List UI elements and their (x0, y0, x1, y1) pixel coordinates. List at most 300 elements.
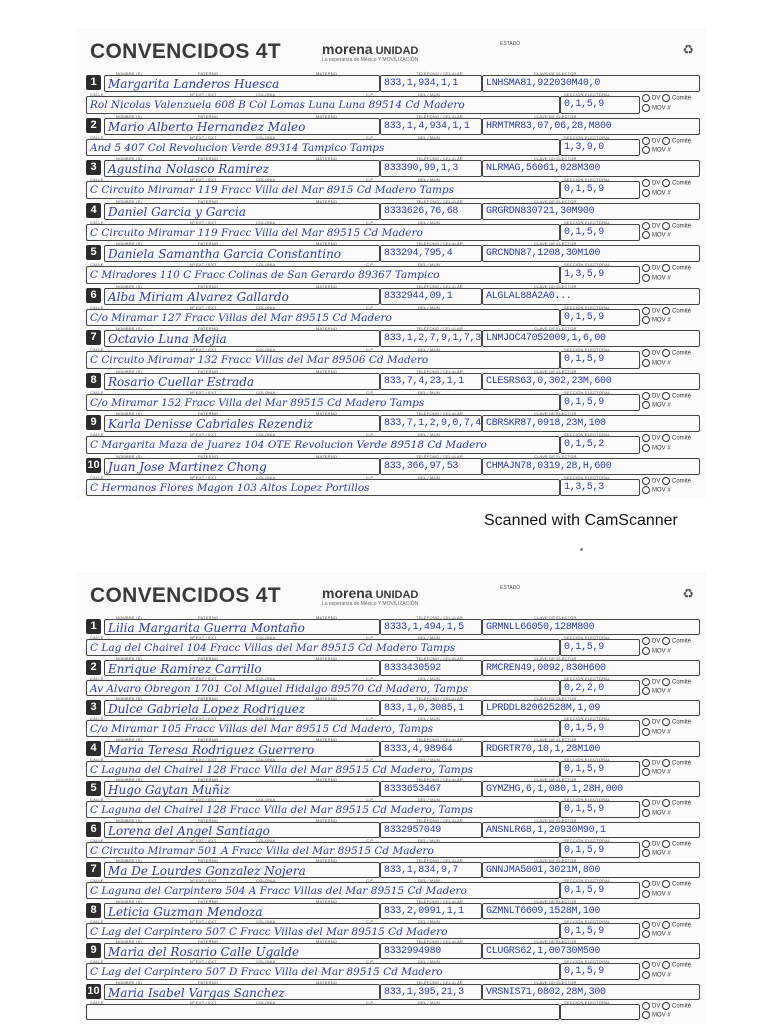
label-delmun: DEL / MUN (418, 878, 440, 884)
label-cp: C.P. (366, 999, 375, 1005)
clave-field[interactable] (482, 118, 700, 135)
label-calle: CALLE (90, 219, 104, 225)
comite-checkbox[interactable] (662, 840, 670, 848)
clave-field[interactable] (482, 245, 700, 262)
clave-field[interactable] (482, 741, 700, 757)
comite-checkbox[interactable] (662, 678, 670, 686)
label-cp: C.P. (366, 219, 375, 225)
clave-field[interactable] (482, 203, 700, 220)
dv-comite-options (642, 137, 700, 156)
mov-checkbox[interactable] (642, 104, 650, 112)
seccion-field[interactable] (560, 923, 640, 939)
clave-value: GRGRDN830721,30M900 (486, 205, 595, 217)
comite-label: Comité (672, 478, 692, 485)
phone-field[interactable] (380, 288, 482, 305)
mov-checkbox[interactable] (642, 1011, 650, 1019)
clave-field[interactable] (482, 415, 700, 432)
phone-field[interactable] (380, 415, 482, 432)
label-calle: CALLE (90, 134, 104, 140)
phone-field[interactable] (380, 984, 482, 1000)
seccion-field[interactable] (560, 224, 640, 241)
label-calle: CALLE (90, 262, 104, 268)
dv-checkbox[interactable] (642, 264, 650, 272)
entry-name-line (86, 819, 700, 839)
name-field[interactable] (104, 741, 380, 757)
form-entry (86, 455, 700, 498)
address-field[interactable] (86, 1004, 560, 1020)
comite-checkbox[interactable] (662, 759, 670, 767)
mov-checkbox[interactable] (642, 274, 650, 282)
label-materno: MATERNO (316, 113, 338, 119)
entry-address-line (86, 758, 700, 778)
dv-comite-options (642, 880, 700, 899)
dv-checkbox[interactable] (642, 179, 650, 187)
label-nombre: NOMBRE (S) (116, 696, 142, 701)
dv-checkbox[interactable] (642, 477, 650, 485)
mov-checkbox[interactable] (642, 444, 650, 452)
comite-checkbox[interactable] (662, 94, 670, 102)
comite-checkbox[interactable] (662, 799, 670, 807)
clave-value: GRMNLL66050,128M800 (486, 622, 595, 633)
label-telefono: TELÉFONO / CELULAR (416, 156, 463, 161)
phone-value: 833,7,1,2,9,0,7,4 (384, 418, 481, 429)
phone-field[interactable] (380, 330, 482, 347)
mov-checkbox[interactable] (642, 189, 650, 197)
comite-checkbox[interactable] (662, 137, 670, 145)
mov-checkbox[interactable] (642, 687, 650, 695)
dv-comite-options (642, 434, 700, 453)
estado-label: ESTADO (500, 41, 521, 47)
mov-checkbox[interactable] (642, 809, 650, 817)
address-field[interactable] (86, 923, 560, 939)
clave-field[interactable] (482, 984, 700, 1000)
mov-checkbox[interactable] (642, 971, 650, 979)
entry-name-line (86, 778, 700, 798)
seccion-field[interactable] (560, 181, 640, 198)
dv-label: DV (652, 308, 661, 315)
dv-checkbox[interactable] (642, 718, 650, 726)
comite-label: Comité (672, 435, 692, 442)
address-field[interactable] (86, 479, 560, 496)
phone-value: 8332957049 (384, 824, 442, 836)
label-paterno: PATERNO (198, 858, 219, 863)
label-seccion: SECCIÓN ELECTORAL (564, 262, 611, 268)
address-field[interactable] (86, 351, 560, 368)
comite-checkbox[interactable] (662, 222, 670, 230)
address-field[interactable] (86, 394, 560, 411)
name-field[interactable] (104, 943, 380, 959)
logo-unity: UNIDAD (375, 45, 419, 57)
label-materno: MATERNO (316, 979, 338, 985)
form-entry (86, 697, 700, 738)
clave-field[interactable] (482, 822, 700, 838)
label-next: Nº EXT / EXT (190, 474, 217, 480)
label-cp: C.P. (366, 959, 375, 965)
name-value: Maria del Rosario Calle Ugalde (108, 945, 300, 959)
dv-checkbox[interactable] (642, 222, 650, 230)
form-entry (86, 412, 700, 455)
phone-field[interactable] (380, 203, 482, 220)
entry-number: 8 (86, 373, 101, 388)
label-seccion: SECCIÓN ELECTORAL (564, 675, 611, 681)
comite-checkbox[interactable] (662, 921, 670, 929)
label-delmun: DEL / MUN (418, 134, 440, 140)
seccion-field[interactable] (560, 436, 640, 453)
dv-checkbox[interactable] (642, 921, 650, 929)
phone-field[interactable] (380, 741, 482, 757)
label-delmun: DEL / MUN (418, 959, 440, 965)
address-field[interactable] (86, 761, 560, 777)
phone-value: 833,1,4,934,1,1 (384, 120, 470, 132)
address-field[interactable] (86, 882, 560, 898)
comite-checkbox[interactable] (662, 392, 670, 400)
dv-checkbox[interactable] (642, 392, 650, 400)
comite-checkbox[interactable] (662, 1002, 670, 1010)
label-paterno: PATERNO (198, 655, 219, 661)
label-seccion: SECCIÓN ELECTORAL (564, 918, 611, 924)
phone-field[interactable] (380, 160, 482, 177)
label-materno: MATERNO (316, 696, 338, 701)
address-value: C Laguna del Chairel 128 Fracc Villa del Mar 89515 Cd Madero, Tamps (90, 804, 473, 817)
dv-label: DV (652, 478, 661, 485)
address-field[interactable] (86, 680, 560, 696)
label-next: Nº EXT / EXT (190, 177, 217, 183)
dv-label: DV (652, 962, 661, 969)
dv-checkbox[interactable] (642, 880, 650, 888)
label-delmun: DEL / MUN (418, 347, 440, 353)
dv-checkbox[interactable] (642, 799, 650, 807)
phone-field[interactable] (380, 700, 482, 716)
mov-checkbox[interactable] (642, 768, 650, 776)
name-field[interactable] (104, 373, 380, 390)
label-delmun: DEL / MUN (418, 474, 440, 480)
address-field[interactable] (86, 639, 560, 655)
seccion-field[interactable] (560, 479, 640, 496)
clave-field[interactable] (482, 700, 700, 716)
phone-field[interactable] (380, 822, 482, 838)
comite-checkbox[interactable] (662, 961, 670, 969)
label-calle: CALLE (90, 675, 104, 681)
address-value: C/o Miramar 152 Fracc Villa del Mar 89515 Cd Madero Tamps (90, 396, 425, 409)
mov-checkbox[interactable] (642, 890, 650, 898)
name-field[interactable] (104, 619, 380, 635)
label-materno: MATERNO (316, 326, 338, 331)
dv-label: DV (652, 881, 661, 888)
label-materno: MATERNO (316, 241, 338, 246)
address-field[interactable] (86, 309, 560, 326)
clave-field[interactable] (482, 75, 700, 92)
mov-checkbox[interactable] (642, 930, 650, 938)
name-field[interactable] (104, 781, 380, 797)
mov-label: MOV # (652, 232, 671, 239)
name-field[interactable] (104, 245, 380, 262)
label-materno: MATERNO (316, 898, 338, 904)
form-entry (86, 327, 700, 370)
name-value: Agustina Nolasco Ramirez (108, 162, 270, 176)
comite-checkbox[interactable] (662, 179, 670, 187)
label-telefono: TELÉFONO / CELULAR (416, 241, 463, 246)
seccion-field[interactable] (560, 1004, 640, 1020)
label-cp: C.P. (366, 918, 375, 924)
seccion-field[interactable] (560, 801, 640, 817)
dv-checkbox[interactable] (642, 307, 650, 315)
seccion-field[interactable] (560, 720, 640, 736)
dv-comite-options (642, 718, 700, 737)
phone-value: 833,1,934,1,1 (384, 78, 459, 89)
label-materno: MATERNO (316, 411, 338, 416)
comite-checkbox[interactable] (662, 637, 670, 645)
estado-label: ESTADO (500, 585, 521, 591)
form-entry (86, 157, 700, 200)
name-field[interactable] (104, 330, 380, 347)
label-delmun: DEL / MUN (418, 219, 440, 225)
form-entry (86, 981, 700, 1022)
label-seccion: SECCIÓN ELECTORAL (564, 797, 611, 803)
dv-checkbox[interactable] (642, 137, 650, 145)
label-paterno: PATERNO (198, 979, 219, 985)
label-calle: CALLE (90, 92, 104, 98)
dv-checkbox[interactable] (642, 94, 650, 102)
name-field[interactable] (104, 822, 380, 838)
label-seccion: SECCIÓN ELECTORAL (564, 432, 611, 438)
comite-checkbox[interactable] (662, 264, 670, 272)
seccion-field[interactable] (560, 139, 640, 156)
clave-field[interactable] (482, 781, 700, 797)
address-field[interactable] (86, 224, 560, 241)
dv-checkbox[interactable] (642, 759, 650, 767)
entry-address-line (86, 798, 700, 818)
scan-speck (580, 548, 583, 551)
mov-label: MOV # (652, 402, 671, 409)
label-colonia: COLONIA (256, 918, 276, 924)
seccion-field[interactable] (560, 266, 640, 283)
mov-checkbox[interactable] (642, 231, 650, 239)
mov-label: MOV # (652, 317, 671, 324)
label-nombre: NOMBRE (S) (116, 156, 142, 161)
comite-checkbox[interactable] (662, 434, 670, 442)
label-next: Nº EXT / EXT (190, 134, 217, 140)
form-entry (86, 819, 700, 860)
dv-checkbox[interactable] (642, 840, 650, 848)
seccion-field[interactable] (560, 761, 640, 777)
label-cp: C.P. (366, 304, 375, 310)
clave-field[interactable] (482, 862, 700, 878)
address-field[interactable] (86, 139, 560, 156)
phone-value: 833294,795,4 (384, 248, 453, 259)
seccion-field[interactable] (560, 351, 640, 368)
name-field[interactable] (104, 415, 380, 432)
clave-value: HRMTMR83,07,06,28,M800 (486, 120, 612, 132)
phone-field[interactable] (380, 75, 482, 92)
seccion-field[interactable] (560, 394, 640, 411)
form-sheet-2 (76, 572, 706, 1024)
seccion-field[interactable] (560, 309, 640, 326)
dv-checkbox[interactable] (642, 434, 650, 442)
label-nombre: NOMBRE (S) (116, 71, 142, 76)
clave-field[interactable] (482, 288, 700, 305)
mov-label: MOV # (652, 648, 671, 655)
entry-number: 10 (87, 458, 100, 471)
form-entry (86, 657, 700, 698)
comite-checkbox[interactable] (662, 307, 670, 315)
label-delmun: DEL / MUN (418, 304, 440, 310)
mov-checkbox[interactable] (642, 401, 650, 409)
name-field[interactable] (104, 118, 380, 135)
mov-checkbox[interactable] (642, 359, 650, 367)
dv-checkbox[interactable] (642, 961, 650, 969)
logo-main: morena (322, 585, 373, 601)
seccion-value: 0,1,5,9 (564, 354, 604, 366)
mov-label: MOV # (652, 487, 671, 494)
entry-address-line (86, 178, 700, 199)
dv-comite-options (642, 921, 700, 940)
phone-field[interactable] (380, 862, 482, 878)
seccion-value: 0,1,5,9 (564, 804, 604, 816)
name-field[interactable] (104, 660, 380, 676)
label-telefono: TELÉFONO / CELULAR (416, 283, 463, 289)
clave-value: LNMJOC47052009,1,6,00 (486, 333, 606, 344)
phone-field[interactable] (380, 373, 482, 390)
clave-field[interactable] (482, 458, 700, 475)
label-paterno: PATERNO (198, 453, 219, 459)
clave-field[interactable] (482, 373, 700, 390)
logo-unity: UNIDAD (375, 589, 419, 601)
seccion-value: 0,1,5,9 (564, 396, 604, 408)
address-field[interactable] (86, 720, 560, 736)
address-field[interactable] (86, 266, 560, 283)
name-field[interactable] (104, 984, 380, 1000)
label-seccion: SECCIÓN ELECTORAL (564, 837, 611, 843)
label-clave: CLAVE DE ELECTOR (534, 979, 577, 985)
comite-checkbox[interactable] (662, 880, 670, 888)
phone-field[interactable] (380, 619, 482, 635)
phone-field[interactable] (380, 943, 482, 959)
comite-label: Comité (672, 223, 692, 230)
form-entry (86, 900, 700, 941)
clave-field[interactable] (482, 330, 700, 347)
seccion-field[interactable] (560, 963, 640, 979)
label-clave: CLAVE DE ELECTOR (534, 696, 577, 701)
dv-comite-options (642, 799, 700, 818)
label-clave: CLAVE DE ELECTOR (534, 156, 577, 161)
phone-field[interactable] (380, 245, 482, 262)
name-value: Margarita Landeros Huesca (108, 77, 280, 91)
name-field[interactable] (104, 288, 380, 305)
name-field[interactable] (104, 862, 380, 878)
clave-field[interactable] (482, 660, 700, 676)
phone-field[interactable] (380, 903, 482, 919)
phone-value: 833,1,395,21,3 (384, 986, 464, 998)
seccion-value: 0,1,5,9 (564, 226, 604, 238)
mov-checkbox[interactable] (642, 486, 650, 494)
mov-checkbox[interactable] (642, 849, 650, 857)
phone-field[interactable] (380, 458, 482, 475)
label-materno: MATERNO (316, 198, 338, 204)
phone-field[interactable] (380, 118, 482, 135)
clave-field[interactable] (482, 619, 700, 635)
phone-field[interactable] (380, 660, 482, 676)
seccion-field[interactable] (560, 842, 640, 858)
name-field[interactable] (104, 160, 380, 177)
name-field[interactable] (104, 203, 380, 220)
label-clave: CLAVE DE ELECTOR (534, 326, 577, 331)
entry-address-line (86, 839, 700, 859)
dv-checkbox[interactable] (642, 637, 650, 645)
form-entry (86, 115, 700, 158)
label-materno: MATERNO (316, 368, 338, 374)
label-cp: C.P. (366, 347, 375, 353)
mov-checkbox[interactable] (642, 146, 650, 154)
comite-checkbox[interactable] (662, 477, 670, 485)
comite-checkbox[interactable] (662, 349, 670, 357)
label-telefono: TELÉFONO / CELULAR (416, 939, 463, 944)
entry-name-line (86, 285, 700, 306)
clave-field[interactable] (482, 160, 700, 177)
label-telefono: TELÉFONO / CELULAR (416, 368, 463, 374)
mov-label: MOV # (652, 445, 671, 452)
seccion-field[interactable] (560, 639, 640, 655)
address-value: C Circuito Miramar 132 Fracc Villas del Mar 89506 Cd Madero (90, 354, 429, 367)
comite-checkbox[interactable] (662, 718, 670, 726)
name-field[interactable] (104, 75, 380, 92)
address-field[interactable] (86, 181, 560, 198)
name-field[interactable] (104, 458, 380, 475)
seccion-field[interactable] (560, 882, 640, 898)
entry-number: 4 (86, 741, 101, 756)
dv-checkbox[interactable] (642, 1002, 650, 1010)
dv-checkbox[interactable] (642, 349, 650, 357)
label-telefono: TELÉFONO / CELULAR (416, 696, 463, 701)
address-field[interactable] (86, 842, 560, 858)
entry-number: 9 (86, 415, 101, 430)
name-value: Mario Alberto Hernandez Maleo (108, 119, 306, 134)
label-materno: MATERNO (316, 453, 338, 459)
mov-checkbox[interactable] (642, 647, 650, 655)
seccion-field[interactable] (560, 96, 640, 113)
dv-checkbox[interactable] (642, 678, 650, 686)
label-materno: MATERNO (316, 615, 338, 620)
dv-label: DV (652, 922, 661, 929)
name-field[interactable] (104, 903, 380, 919)
address-field[interactable] (86, 963, 560, 979)
form-entry (86, 285, 700, 328)
mov-checkbox[interactable] (642, 316, 650, 324)
dv-label: DV (652, 350, 661, 357)
label-telefono: TELÉFONO / CELULAR (416, 655, 463, 661)
seccion-field[interactable] (560, 680, 640, 696)
address-field[interactable] (86, 96, 560, 113)
label-cp: C.P. (366, 134, 375, 140)
clave-field[interactable] (482, 943, 700, 959)
mov-label: MOV # (652, 190, 671, 197)
mov-checkbox[interactable] (642, 728, 650, 736)
label-calle: CALLE (90, 347, 104, 353)
name-field[interactable] (104, 700, 380, 716)
phone-field[interactable] (380, 781, 482, 797)
address-field[interactable] (86, 436, 560, 453)
label-next: Nº EXT / EXT (190, 959, 217, 965)
form-header (76, 28, 706, 70)
entries-list (86, 72, 700, 497)
label-cp: C.P. (366, 716, 375, 722)
label-calle: CALLE (90, 999, 104, 1005)
label-next: Nº EXT / EXT (190, 304, 217, 310)
label-next: Nº EXT / EXT (190, 262, 217, 268)
clave-field[interactable] (482, 903, 700, 919)
dv-label: DV (652, 223, 661, 230)
name-value: Rosario Cuellar Estrada (108, 374, 255, 389)
address-field[interactable] (86, 801, 560, 817)
